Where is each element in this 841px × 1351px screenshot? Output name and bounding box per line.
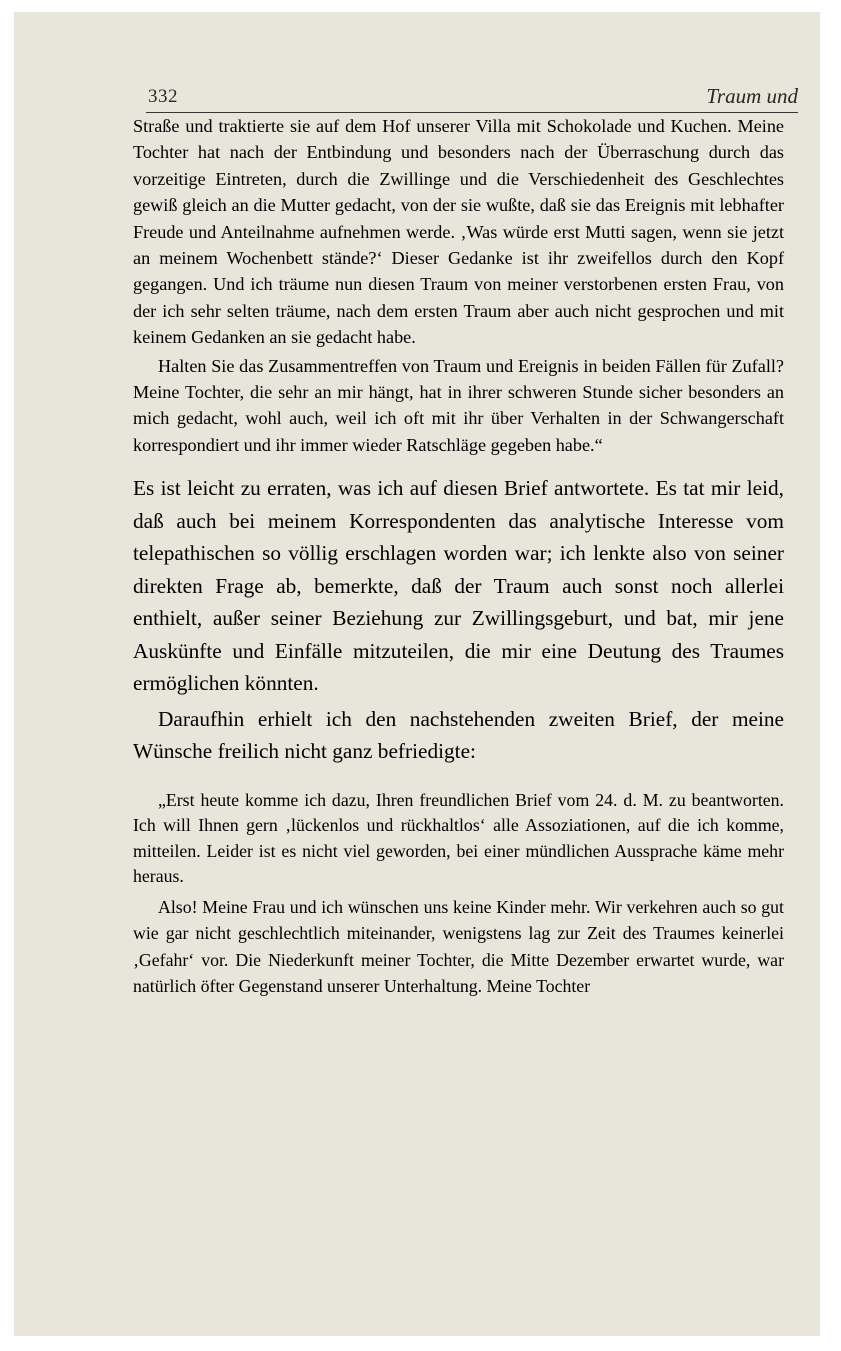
page-header [146,82,798,113]
letter-1-paragraph-1: Straße und traktierte sie auf dem Hof unserer Villa mit Schokolade und Kuchen. Meine Tochter hat nach der Entbindung und besonders nach der Überraschung durch das vorzeitige Eintreten, durch die Zwillinge und die Verschiedenheit des Geschlechtes gewiß gleich an die Mutter gedacht, von der sie wußte, daß sie das Ereignis mit lebhafter Freude und Anteilnahme aufnehmen werde. ‚Was würde erst Mutti sagen, wenn sie jetzt an meinem Wochenbett stände?‘ Dieser Gedanke ist ihr zweifellos durch den Kopf gegangen. Und ich träume nun diesen Traum von meiner verstorbenen ersten Frau, von der ich sehr selten träume, nach dem ersten Traum aber auch nicht gesprochen und mit keinem Gedanken an sie gedacht habe. [133,116,784,348]
letter-2-paragraph-2: Also! Meine Frau und ich wünschen uns keine Kinder mehr. Wir verkehren auch so gut wie gar nicht geschlechtlich miteinander, wenigstens lag zur Zeit des Traumes keinerlei ‚Gefahr‘ vor. Die Niederkunft meiner Tochter, die Mitte Dezember erwartet wurde, war natürlich öfter Gegenstand unserer Unterhaltung. Meine Tochter [133,896,784,997]
letter-2-paragraph-1: „Erst heute komme ich dazu, Ihren freundlichen Brief vom 24. d. M. zu beantworten. Ich will Ihnen gern ‚lückenlos und rückhaltlos‘ alle Assoziationen, auf die ich komme, mitteilen. Leider ist es nicht viel geworden, bei einer mündlichen Aussprache käme mehr heraus. [133,789,784,887]
running-head: Traum und [706,84,798,108]
page-number: 332 [148,86,178,107]
main-paragraph-1: Es ist leicht zu erraten, was ich auf diesen Brief antwortete. Es tat mir leid, daß auch bei meinem Korrespondenten das analytische Interesse vom telepathischen so völlig erschlagen worden war; ich lenkte also von seiner direkten Frage ab, bemerkte, daß der Traum auch sonst noch allerlei enthielt, außer seiner Beziehung zur Zwillingsgeburt, und bat, mir jene Auskünfte und Einfälle mitzuteilen, die mir eine Deutung des Traumes ermöglichen könnten. [133,476,784,696]
main-paragraph-2: Daraufhin erhielt ich den nachstehenden zweiten Brief, der meine Wünsche freilich nicht ganz befriedigte: [133,706,784,764]
letter-1-paragraph-2: Halten Sie das Zusammentreffen von Traum und Ereignis in beiden Fällen für Zufall? Meine Tochter, die sehr an mir hängt, hat in ihrer schweren Stunde sicher besonders an mich gedacht, wohl auch, weil ich oft mit ihr über Verhalten in der Schwangerschaft korrespondiert und ihr immer wieder Ratschläge gegeben habe.“ [133,355,784,455]
body-text [133,113,784,1000]
